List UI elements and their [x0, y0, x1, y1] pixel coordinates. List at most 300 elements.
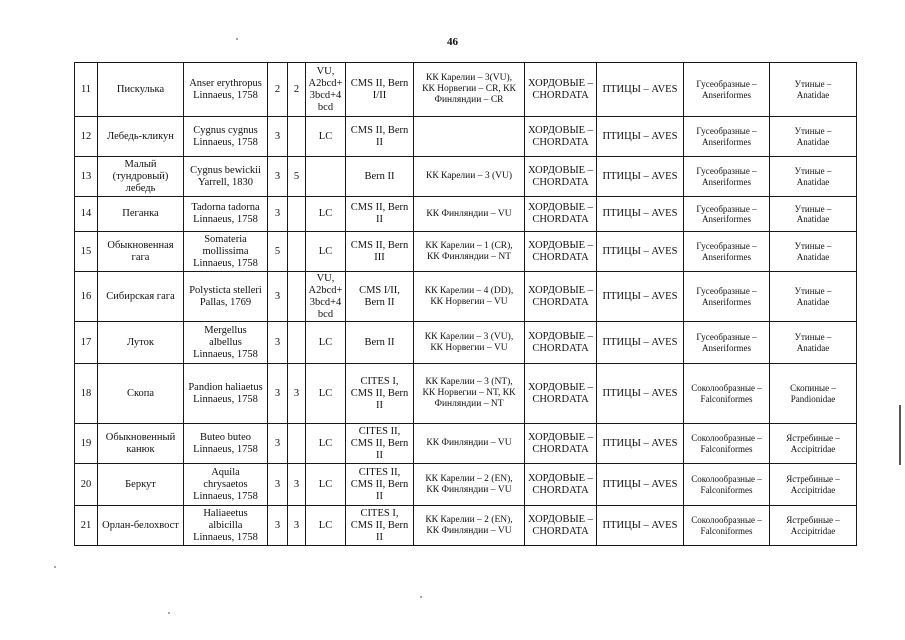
phylum-cell	[525, 157, 597, 197]
red-books-line: КК Финляндии – NT	[426, 251, 512, 262]
latin-name-cell	[184, 197, 268, 232]
phylum-line: CHORDATA	[532, 176, 589, 188]
red-books-line: КК Норвегии – VU	[430, 342, 508, 353]
category-a-cell: 3	[268, 424, 288, 464]
latin-name-line: Linnaeus, 1758	[193, 443, 258, 455]
class-cell: ПТИЦЫ – AVES	[597, 364, 684, 424]
order-line: Anseriformes	[702, 136, 751, 147]
red-books-line: КК Карелии – 3 (VU),	[424, 331, 514, 342]
phylum-cell	[525, 464, 597, 506]
order-line: Гусеобразные –	[696, 126, 757, 136]
conventions-cell	[346, 197, 414, 232]
phylum-line: ХОРДОВЫЕ –	[528, 124, 593, 136]
russian-name-cell: Пеганка	[98, 197, 184, 232]
class-cell: ПТИЦЫ – AVES	[597, 322, 684, 364]
latin-name-line: Buteo buteo	[199, 431, 252, 443]
category-b-cell	[288, 197, 306, 232]
red-books-line: КК Финляндии – VU	[426, 438, 512, 448]
latin-name-line: albicilla	[208, 519, 243, 531]
conventions-line: II	[376, 490, 383, 502]
conventions-line: CMS II, Bern	[350, 478, 409, 490]
red-books-cell	[414, 424, 525, 464]
latin-name-line: Pallas, 1769	[199, 296, 252, 308]
red-books-cell	[414, 63, 525, 117]
conventions-cell	[346, 272, 414, 322]
latin-name-line: albellus	[209, 336, 242, 348]
phylum-cell	[525, 117, 597, 157]
latin-name-line: Pandion haliaetus	[188, 381, 263, 393]
row-number-cell: 11	[75, 63, 98, 117]
conventions-line: Bern II	[364, 170, 395, 182]
latin-name-line: Tadorna tadorna	[191, 202, 260, 213]
latin-name-line: Linnaeus, 1758	[193, 531, 258, 543]
conventions-line: CMS II, Bern	[350, 239, 409, 251]
conventions-line: II	[376, 214, 383, 225]
phylum-cell	[525, 63, 597, 117]
row-number-cell: 19	[75, 424, 98, 464]
latin-name-line: Linnaeus, 1758	[193, 136, 258, 148]
class-cell: ПТИЦЫ – AVES	[597, 424, 684, 464]
conventions-cell	[346, 364, 414, 424]
red-books-cell	[414, 232, 525, 272]
scan-speck	[236, 38, 238, 40]
phylum-line: ХОРДОВЫЕ –	[528, 472, 593, 484]
iucn-status-line: 3bcd+4	[309, 296, 342, 308]
category-b-cell: 3	[288, 364, 306, 424]
phylum-line: CHORDATA	[532, 342, 589, 354]
class-cell: ПТИЦЫ – AVES	[597, 506, 684, 546]
family-line: Ястребиные –	[786, 474, 840, 484]
latin-name-line: Cygnus bewickii	[190, 164, 261, 176]
conventions-line: CITES I,	[360, 375, 399, 387]
family-cell	[770, 424, 857, 464]
russian-name-cell: Малый (тундровый) лебедь	[98, 157, 184, 197]
latin-name-cell	[184, 506, 268, 546]
russian-name-cell: Орлан-белохвост	[98, 506, 184, 546]
red-books-line: КК Норвегии – CR, КК	[422, 84, 516, 94]
conventions-line: Bern II	[364, 296, 395, 308]
family-line: Ястребиные –	[786, 433, 840, 443]
order-cell	[684, 322, 770, 364]
scan-edge-mark	[899, 405, 901, 465]
red-books-line: КК Карелии – 4 (DD),	[424, 285, 514, 296]
russian-name-cell: Беркут	[98, 464, 184, 506]
table-row	[75, 63, 857, 117]
family-cell	[770, 322, 857, 364]
category-b-cell: 3	[288, 464, 306, 506]
latin-name-cell	[184, 232, 268, 272]
iucn-status-line: LC	[318, 336, 333, 348]
iucn-status-line: VU,	[316, 272, 335, 284]
phylum-cell	[525, 506, 597, 546]
russian-name-cell: Скопа	[98, 364, 184, 424]
conventions-line: II	[376, 399, 383, 411]
table-row	[75, 232, 857, 272]
family-line: Утиные –	[794, 79, 832, 89]
russian-name-cell: Пискулька	[98, 63, 184, 117]
order-line: Anseriformes	[702, 251, 751, 262]
family-line: Утиные –	[794, 126, 832, 136]
latin-name-line: Linnaeus, 1758	[193, 257, 258, 269]
order-line: Falconiformes	[700, 393, 753, 404]
order-cell	[684, 464, 770, 506]
phylum-cell	[525, 272, 597, 322]
latin-name-cell	[184, 364, 268, 424]
table-row	[75, 464, 857, 506]
row-number-cell: 15	[75, 232, 98, 272]
conventions-line: II	[376, 531, 383, 543]
latin-name-line: mollissima	[202, 245, 249, 257]
order-cell	[684, 232, 770, 272]
row-number-cell: 17	[75, 322, 98, 364]
iucn-status-line: VU,	[316, 65, 335, 77]
family-line: Утиные –	[794, 241, 832, 251]
order-line: Гусеобразные –	[696, 241, 757, 251]
row-number-cell: 16	[75, 272, 98, 322]
family-line: Accipitridae	[790, 525, 836, 536]
order-line: Соколообразные –	[691, 383, 762, 393]
category-b-cell	[288, 272, 306, 322]
iucn-status-cell	[306, 157, 346, 197]
red-books-line: Финляндии – CR	[434, 95, 504, 105]
class-cell: ПТИЦЫ – AVES	[597, 272, 684, 322]
scan-speck	[168, 612, 170, 614]
conventions-line: CITES II,	[358, 425, 401, 437]
order-cell	[684, 157, 770, 197]
category-a-cell: 3	[268, 197, 288, 232]
conventions-cell	[346, 157, 414, 197]
order-line: Anseriformes	[702, 342, 751, 353]
family-line: Утиные –	[794, 166, 832, 176]
latin-name-cell	[184, 272, 268, 322]
conventions-line: CMS II, Bern	[350, 437, 409, 449]
phylum-cell	[525, 232, 597, 272]
species-table	[74, 62, 857, 546]
phylum-line: ХОРДОВЫЕ –	[528, 202, 593, 213]
order-line: Falconiformes	[700, 443, 753, 454]
conventions-line: CITES I,	[360, 507, 399, 519]
iucn-status-cell	[306, 117, 346, 157]
phylum-cell	[525, 424, 597, 464]
conventions-cell	[346, 63, 414, 117]
order-line: Соколообразные –	[691, 433, 762, 443]
latin-name-cell	[184, 424, 268, 464]
family-line: Anatidae	[796, 342, 830, 353]
category-b-cell: 5	[288, 157, 306, 197]
phylum-line: ХОРДОВЫЕ –	[528, 513, 593, 525]
latin-name-line: Linnaeus, 1758	[193, 348, 258, 360]
category-a-cell: 3	[268, 157, 288, 197]
phylum-cell	[525, 364, 597, 424]
iucn-status-line: LC	[318, 130, 333, 142]
category-b-cell: 3	[288, 506, 306, 546]
latin-name-line: Linnaeus, 1758	[193, 214, 258, 225]
latin-name-line: Yarrell, 1830	[198, 176, 253, 188]
species-table-body	[75, 63, 857, 546]
phylum-cell	[525, 322, 597, 364]
phylum-line: CHORDATA	[532, 393, 589, 405]
family-cell	[770, 232, 857, 272]
conventions-line: CMS II, Bern	[350, 387, 409, 399]
red-books-cell	[414, 197, 525, 232]
iucn-status-line: bcd	[317, 308, 334, 320]
conventions-line: II	[376, 136, 383, 148]
family-line: Anatidae	[796, 296, 830, 307]
order-line: Falconiformes	[700, 525, 753, 536]
order-cell	[684, 117, 770, 157]
red-books-line: КК Карелии – 2 (EN),	[425, 473, 513, 484]
family-line: Anatidae	[796, 89, 830, 100]
latin-name-cell	[184, 464, 268, 506]
family-line: Утиные –	[794, 332, 832, 342]
latin-name-cell	[184, 117, 268, 157]
order-line: Falconiformes	[700, 484, 753, 495]
phylum-line: CHORDATA	[532, 296, 589, 308]
category-a-cell: 3	[268, 464, 288, 506]
table-row	[75, 272, 857, 322]
family-line: Ястребиные –	[786, 515, 840, 525]
family-cell	[770, 157, 857, 197]
category-a-cell: 3	[268, 322, 288, 364]
conventions-cell	[346, 424, 414, 464]
red-books-cell	[414, 117, 525, 157]
red-books-line: КК Норвегии – VU	[430, 296, 508, 307]
phylum-line: CHORDATA	[532, 443, 589, 455]
order-cell	[684, 272, 770, 322]
family-cell	[770, 63, 857, 117]
category-b-cell: 2	[288, 63, 306, 117]
family-cell	[770, 117, 857, 157]
latin-name-line: Polysticta stelleri	[189, 284, 262, 296]
iucn-status-line: LC	[318, 519, 333, 531]
order-line: Соколообразные –	[691, 515, 762, 525]
red-books-line: КК Карелии – 3 (VU)	[425, 171, 513, 181]
iucn-status-cell	[306, 197, 346, 232]
conventions-line: CMS II, Bern	[350, 519, 409, 531]
red-books-cell	[414, 364, 525, 424]
phylum-line: CHORDATA	[532, 484, 589, 496]
conventions-cell	[346, 117, 414, 157]
family-line: Anatidae	[796, 214, 830, 224]
order-line: Anseriformes	[702, 176, 751, 187]
family-cell	[770, 272, 857, 322]
red-books-line: КК Карелии – 1 (CR),	[425, 240, 513, 251]
iucn-status-line: LC	[318, 387, 333, 399]
family-cell	[770, 506, 857, 546]
latin-name-line: Linnaeus, 1758	[193, 490, 258, 502]
family-cell	[770, 464, 857, 506]
order-line: Соколообразные –	[691, 474, 762, 484]
conventions-line: III	[374, 251, 385, 263]
order-line: Гусеобразные –	[696, 166, 757, 176]
family-line: Утиные –	[794, 286, 832, 296]
iucn-status-line: A2bcd+	[308, 284, 343, 296]
category-b-cell	[288, 322, 306, 364]
russian-name-cell: Обыкновенный канюк	[98, 424, 184, 464]
category-a-cell: 3	[268, 272, 288, 322]
table-row	[75, 197, 857, 232]
latin-name-line: Cygnus cygnus	[193, 124, 258, 136]
red-books-line: КК Карелии – 3(VU),	[425, 73, 513, 83]
red-books-line: Финляндии – NT	[434, 399, 504, 409]
red-books-line: КК Карелии – 2 (EN),	[425, 514, 513, 525]
latin-name-cell	[184, 157, 268, 197]
order-cell	[684, 63, 770, 117]
iucn-status-line: LC	[318, 245, 333, 257]
order-line: Anseriformes	[702, 296, 751, 307]
iucn-status-cell	[306, 506, 346, 546]
order-line: Гусеобразные –	[696, 332, 757, 342]
scan-speck	[420, 596, 422, 598]
latin-name-line: Somateria	[204, 233, 247, 245]
conventions-line: CITES II,	[358, 466, 401, 478]
conventions-cell	[346, 322, 414, 364]
phylum-line: CHORDATA	[532, 251, 589, 263]
conventions-cell	[346, 232, 414, 272]
iucn-status-line: bcd	[317, 101, 334, 113]
table-row	[75, 506, 857, 546]
category-a-cell: 3	[268, 364, 288, 424]
row-number-cell: 14	[75, 197, 98, 232]
conventions-line: II	[376, 449, 383, 461]
phylum-line: CHORDATA	[532, 136, 589, 148]
red-books-line: КК Финляндии – VU	[426, 484, 512, 495]
phylum-line: ХОРДОВЫЕ –	[528, 330, 593, 342]
iucn-status-line: LC	[318, 208, 333, 219]
latin-name-line: Haliaeetus	[203, 507, 248, 519]
order-line: Гусеобразные –	[696, 286, 757, 296]
iucn-status-cell	[306, 63, 346, 117]
latin-name-cell	[184, 63, 268, 117]
iucn-status-cell	[306, 322, 346, 364]
row-number-cell: 18	[75, 364, 98, 424]
latin-name-line: Aquila	[211, 466, 240, 478]
row-number-cell: 20	[75, 464, 98, 506]
red-books-cell	[414, 464, 525, 506]
family-line: Pandionidae	[790, 393, 836, 404]
family-line: Утиные –	[794, 203, 832, 214]
row-number-cell: 21	[75, 506, 98, 546]
phylum-cell	[525, 197, 597, 232]
iucn-status-cell	[306, 272, 346, 322]
order-line: Anseriformes	[702, 214, 751, 224]
order-cell	[684, 364, 770, 424]
iucn-status-line: LC	[318, 478, 333, 490]
category-a-cell: 5	[268, 232, 288, 272]
russian-name-cell: Лебедь-кликун	[98, 117, 184, 157]
conventions-cell	[346, 506, 414, 546]
conventions-line: CMS I/II,	[359, 284, 400, 296]
iucn-status-cell	[306, 232, 346, 272]
iucn-status-cell	[306, 424, 346, 464]
table-row	[75, 364, 857, 424]
order-cell	[684, 197, 770, 232]
order-line: Anseriformes	[702, 89, 751, 100]
category-a-cell: 3	[268, 117, 288, 157]
conventions-line: CMS II, Bern	[350, 202, 409, 213]
class-cell: ПТИЦЫ – AVES	[597, 117, 684, 157]
table-row	[75, 157, 857, 197]
family-line: Anatidae	[796, 136, 830, 147]
iucn-status-line: A2bcd+	[308, 77, 343, 89]
red-books-line: КК Финляндии – VU	[426, 525, 512, 536]
red-books-line: КК Финляндии – VU	[426, 208, 512, 219]
phylum-line: CHORDATA	[532, 89, 589, 101]
iucn-status-line: 3bcd+4	[309, 89, 342, 101]
row-number-cell: 12	[75, 117, 98, 157]
iucn-status-line: LC	[318, 437, 333, 449]
iucn-status-cell	[306, 364, 346, 424]
latin-name-cell	[184, 322, 268, 364]
order-cell	[684, 424, 770, 464]
family-line: Anatidae	[796, 251, 830, 262]
family-cell	[770, 364, 857, 424]
red-books-cell	[414, 322, 525, 364]
phylum-line: ХОРДОВЫЕ –	[528, 239, 593, 251]
scan-speck	[54, 566, 56, 568]
latin-name-line: Anser erythropus	[189, 77, 262, 89]
russian-name-cell: Сибирская гага	[98, 272, 184, 322]
order-line: Гусеобразные –	[696, 79, 757, 89]
conventions-line: CMS II, Bern	[350, 124, 409, 136]
iucn-status-cell	[306, 464, 346, 506]
order-cell	[684, 506, 770, 546]
russian-name-cell: Обыкновенная гага	[98, 232, 184, 272]
red-books-cell	[414, 506, 525, 546]
family-line: Accipitridae	[790, 443, 836, 454]
order-line: Гусеобразные –	[696, 203, 757, 214]
red-books-line: КК Карелии – 3 (NT),	[425, 377, 513, 387]
table-row	[75, 424, 857, 464]
row-number-cell: 13	[75, 157, 98, 197]
category-b-cell	[288, 424, 306, 464]
red-books-line: КК Норвегии – NT, КК	[422, 388, 516, 398]
phylum-line: ХОРДОВЫЕ –	[528, 77, 593, 89]
phylum-line: ХОРДОВЫЕ –	[528, 164, 593, 176]
phylum-line: CHORDATA	[532, 525, 589, 537]
category-b-cell	[288, 232, 306, 272]
class-cell: ПТИЦЫ – AVES	[597, 197, 684, 232]
class-cell: ПТИЦЫ – AVES	[597, 464, 684, 506]
latin-name-line: Linnaeus, 1758	[193, 89, 258, 101]
phylum-line: ХОРДОВЫЕ –	[528, 284, 593, 296]
category-a-cell: 2	[268, 63, 288, 117]
latin-name-line: Linnaeus, 1758	[193, 393, 258, 405]
category-a-cell: 3	[268, 506, 288, 546]
table-row	[75, 117, 857, 157]
category-b-cell	[288, 117, 306, 157]
red-books-cell	[414, 272, 525, 322]
family-line: Accipitridae	[790, 484, 836, 495]
phylum-line: CHORDATA	[532, 214, 589, 225]
class-cell: ПТИЦЫ – AVES	[597, 63, 684, 117]
page-number: 46	[447, 36, 458, 48]
latin-name-line: chrysaetos	[203, 478, 248, 490]
conventions-cell	[346, 464, 414, 506]
family-cell	[770, 197, 857, 232]
table-row	[75, 322, 857, 364]
conventions-line: CMS II, Bern	[350, 77, 409, 89]
family-line: Anatidae	[796, 176, 830, 187]
phylum-line: ХОРДОВЫЕ –	[528, 381, 593, 393]
family-line: Скопиные –	[790, 383, 836, 393]
conventions-line: Bern II	[364, 336, 395, 348]
class-cell: ПТИЦЫ – AVES	[597, 232, 684, 272]
class-cell: ПТИЦЫ – AVES	[597, 157, 684, 197]
russian-name-cell: Луток	[98, 322, 184, 364]
conventions-line: I/II	[372, 89, 387, 101]
latin-name-line: Mergellus	[204, 324, 247, 336]
